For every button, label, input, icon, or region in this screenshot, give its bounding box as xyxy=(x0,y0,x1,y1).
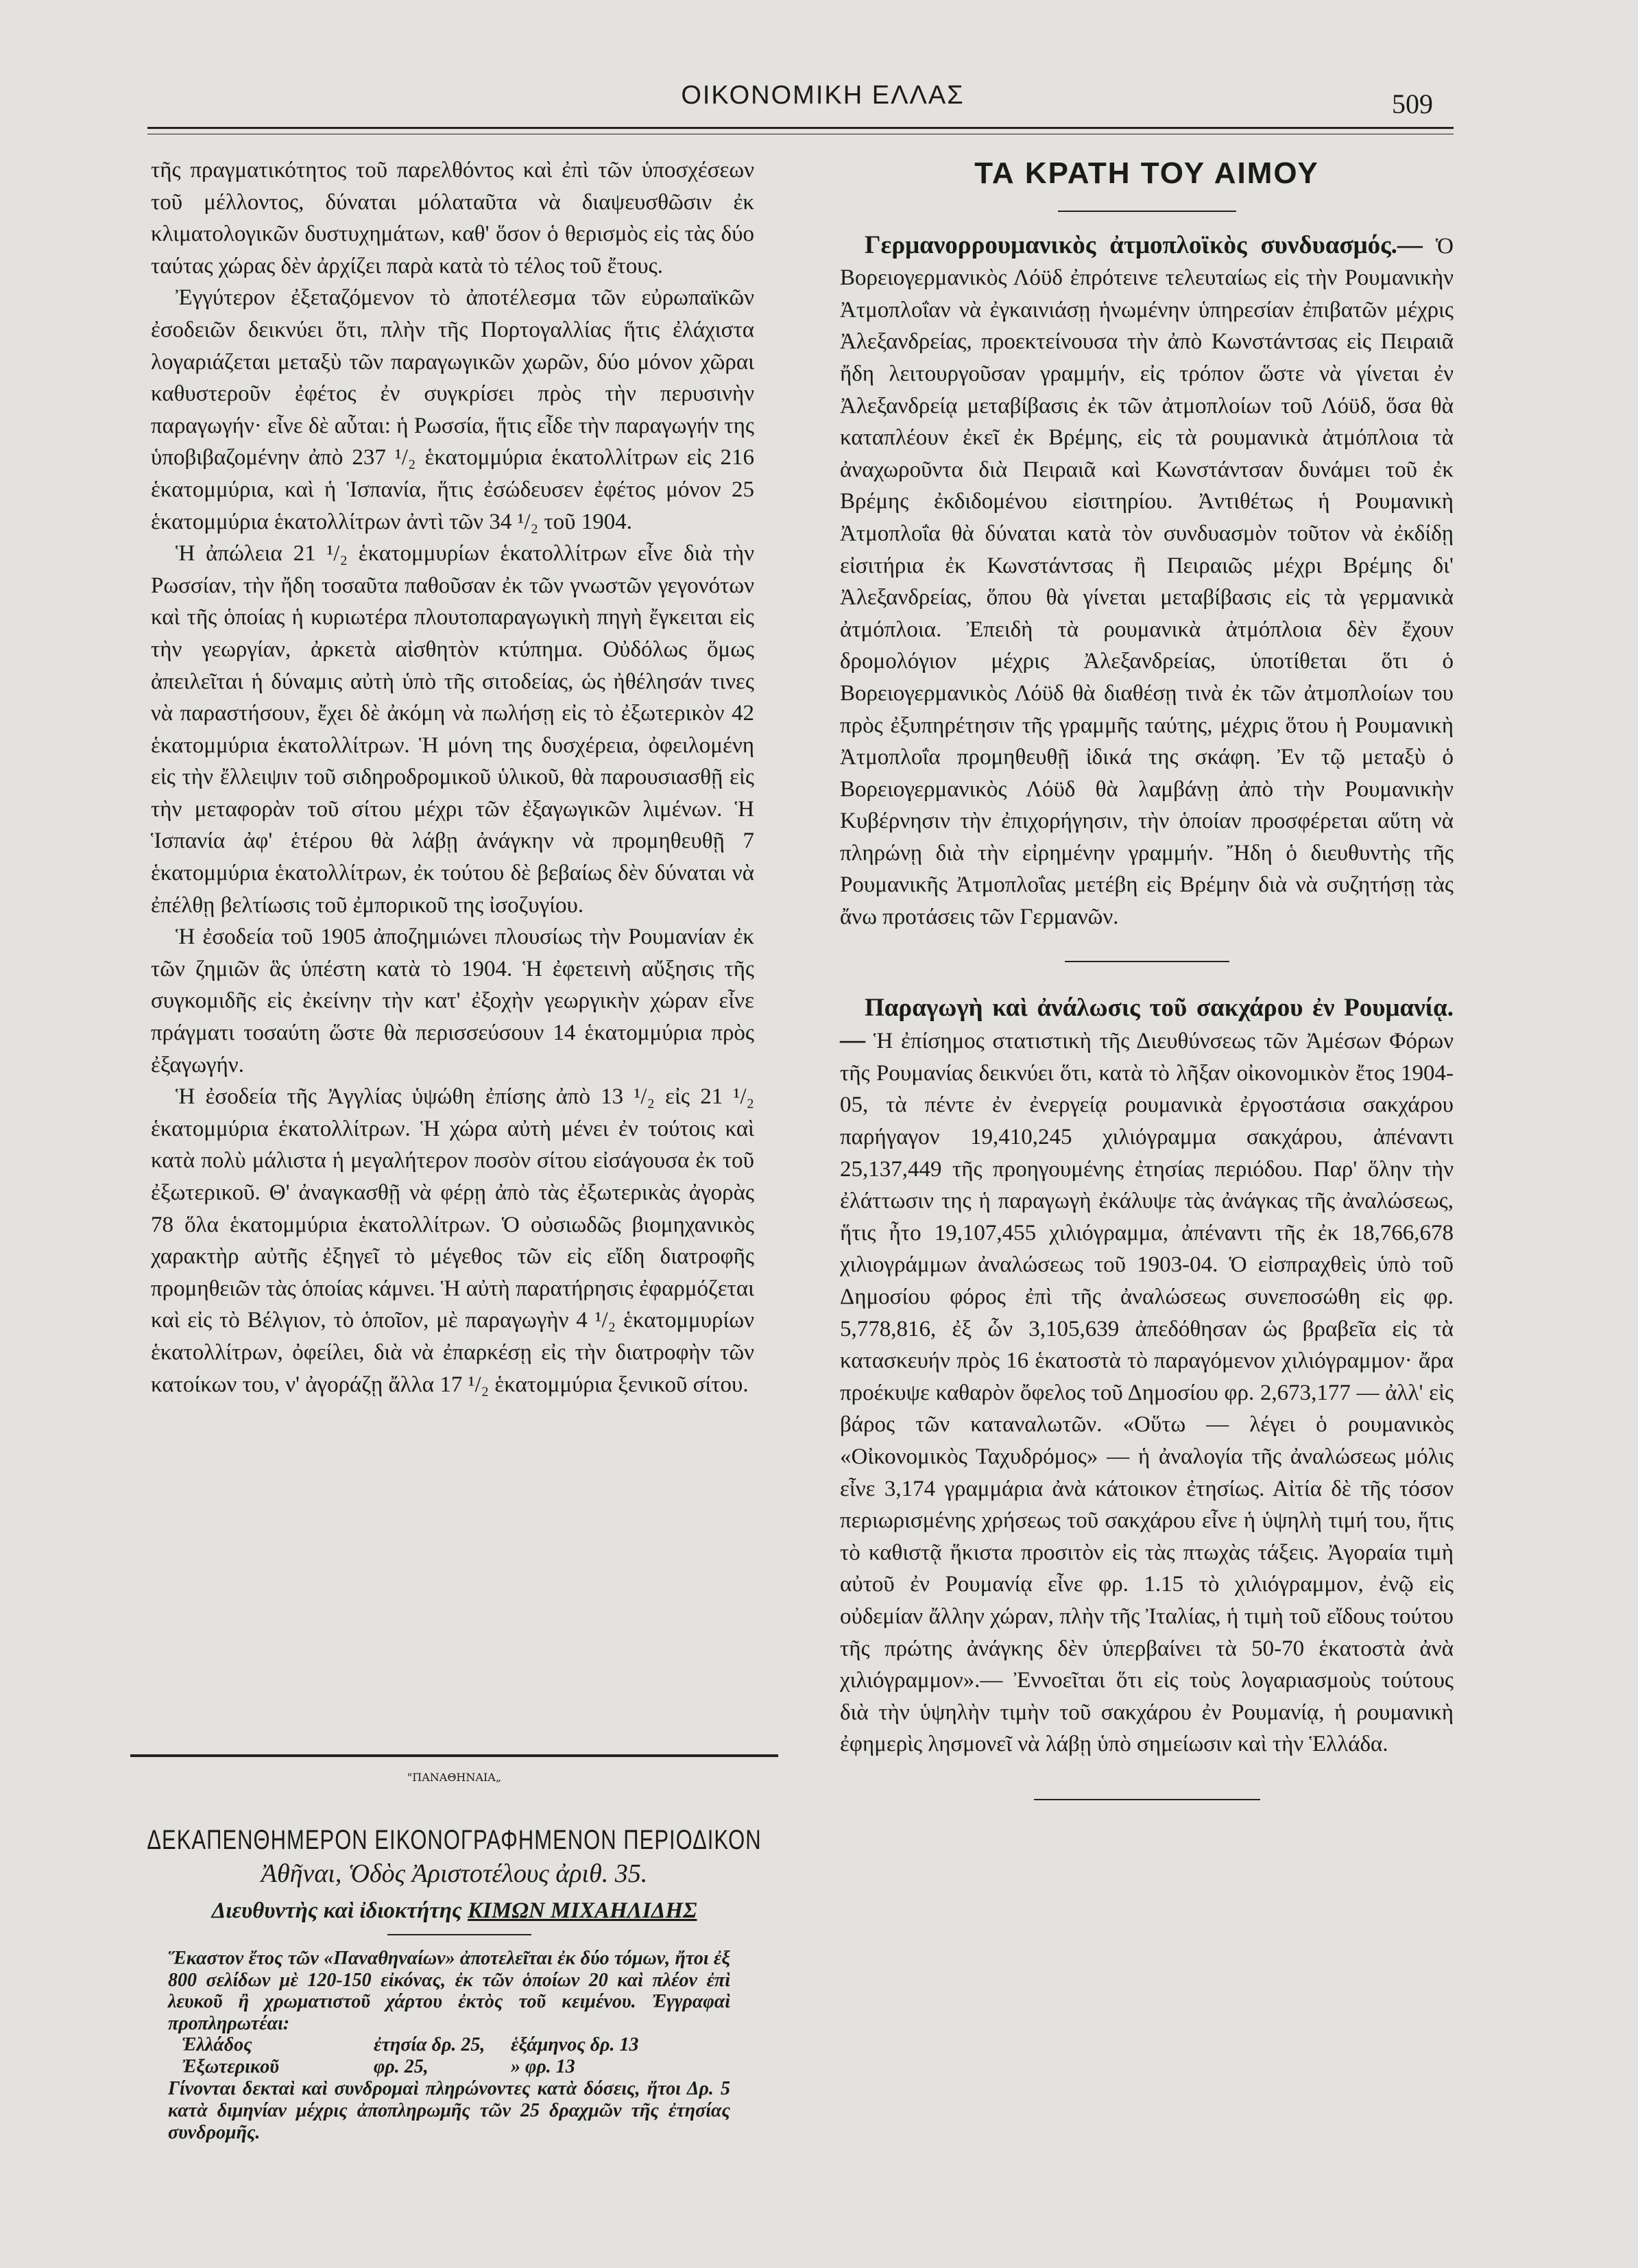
page-number: 509 xyxy=(1392,88,1433,119)
advert-director-name: ΚΙΜΩΝ ΜΙΧΑΗΛΙΔΗΣ xyxy=(468,1898,697,1923)
advert-director-label: Διευθυντὴς καὶ ἰδιοκτήτης xyxy=(211,1898,462,1923)
paragraph: Ἐγγύτερον ἐξεταζόμενον τὸ ἀποτέλεσμα τῶν εὐρωπαϊκῶν ἐσοδειῶν δεικνύει ὅτι, πλὴν τῆς Πορτογαλλίας ἥτις ἐλάχιστα λογαριάζεται μεταξὺ τῶν παραγωγικῶν χωρῶν, δύο μόνον χῶραι καθυστεροῦν ἐφέτος ἐν συγκρίσει πρὸς τὴν περυσινὴν παραγωγήν· εἶνε δὲ αὗται: ἡ Ρωσσία, ἥτις εἶδε τὴν παραγωγήν της ὑποβιβαζομένην ἀπὸ 237 ¹/₂ ἑκατομμύρια ἑκατολλίτρων εἰς 216 ἑκατομμύρια, καὶ ἡ Ἱσπανία, ἥτις ἐσώδευσεν ἐφέτος μόνον 25 ἑκατομμύρια ἑκατολλίτρων ἀντὶ τῶν 34 ¹/₂ τοῦ 1904. xyxy=(151,285,754,534)
advert-divider xyxy=(387,1934,531,1935)
price-region: Ἐξωτερικοῦ xyxy=(182,2056,279,2078)
end-rule xyxy=(1034,1799,1260,1800)
advert-title: "ΠΑΝΑΘΗΝΑΙΑ„ xyxy=(407,1771,502,1784)
advert-terms: Ἕκαστον ἔτος τῶν «Παναθηναίων» ἀποτελεῖται ἐκ δύο τόμων, ἤτοι ἐξ 800 σελίδων μὲ 120-150 εἰκόνας, ἐκ τῶν ὁποίων 20 καὶ πλέον ἐπὶ λευκοῦ ἢ χρωματιστοῦ χάρτου ἐκτὸς τοῦ κειμένου. Ἐγγραφαὶ προπληρωτέαι: xyxy=(168,1948,730,2034)
price-row xyxy=(168,2034,730,2056)
header-rule xyxy=(147,127,1454,129)
price-annual: φρ. 25, xyxy=(374,2056,429,2078)
advert-subtitle-wrap xyxy=(134,1824,775,1856)
advert-address: Ἀθῆναι, Ὁδὸς Ἀριστοτέλους ἀριθ. 35. xyxy=(261,1859,648,1888)
article xyxy=(840,992,1454,1760)
advert-footer: Γίνονται δεκταὶ καὶ συνδρομαὶ πληρώνοντες κατὰ δόσεις, ἤτοι Δρ. 5 κατὰ διμηνίαν μέχρις ἀποπληρωμῆς τῶν 25 δραχμῶν τῆς ἐτησίας συνδρομῆς. xyxy=(168,2078,730,2143)
article-body: Ἡ ἐπίσημος στατιστικὴ τῆς Διευθύνσεως τῶν Ἀμέσων Φόρων τῆς Ρουμανίας δεικνύει ὅτι, κατὰ τὸ λῆξαν οἰκονομικὸν ἔτος 1904-05, τὰ πέντε ἐν ἐνεργείᾳ ρουμανικὰ ἐργοστάσια σακχάρου παρήγαγον 19,410,245 χιλιόγραμμα σακχάρου, ἀπέναντι 25,137,449 τῆς προηγουμένης ἐτησίας περιόδου. Παρ' ὅλην τὴν ἐλάττωσιν της ἡ παραγωγὴ ἐκάλυψε τὰς ἀνάγκας τῆς ἀναλώσεως, ἥτις ἦτο 19,107,455 χιλιόγραμμα, ἀπέναντι τῆς ἐκ 18,766,678 χιλιογράμμων ἀναλώσεως τοῦ 1903-04. Ὁ εἰσπραχθεὶς ὑπὸ τοῦ Δημοσίου φόρος ἐπὶ τῆς ἀναλώσεως συνεποσώθη εἰς φρ. 5,778,816, ἐξ ὧν 3,105,639 ἀπεδόθησαν ὡς βραβεῖα εἰς τὰ κατασκευήν πρὸς 16 ἑκατοστὰ τὸ παραγόμενον χιλιόγραμμον· ἄρα προέκυψε καθαρὸν ὄφελος τοῦ Δημοσίου φρ. 2,673,177 — ἀλλ' εἰς βάρος τῶν καταναλωτῶν. «Οὕτω — λέγει ὁ ρουμανικὸς «Οἰκονομικὸς Ταχυδρόμος» — ἡ ἀναλογία τῆς ἀναλώσεως μόλις εἶνε 3,174 γραμμάρια ἀνὰ κάτοικον ἐτησίως. Αἰτία δὲ τῆς τόσον περιωρισμένης χρήσεως τοῦ σακχάρου εἶνε ἡ ὑψηλὴ τιμή του, ἥτις τὸ καθιστᾷ ἥκιστα προσιτὸν εἰς τὰς πτωχὰς τάξεις. Ἀγοραία τιμὴ αὐτοῦ ἐν Ρουμανίᾳ εἶνε φρ. 1.15 τὸ χιλιόγραμμον, ἐνῷ εἰς οὐδεμίαν ἄλλην χώραν, πλὴν τῆς Ἰταλίας, ἡ τιμὴ τοῦ εἴδους τούτου τῆς πρώτης ἀνάγκης δὲν ὑπερβαίνει τὰ 50-70 ἑκατοστὰ ἀνὰ χιλιόγραμμον».— Ἐννοεῖται ὅτι εἰς τοὺς λογαριασμοὺς τούτους διὰ τὴν ὑψηλὴν τιμὴν τοῦ σακχάρου ἐν Ρουμανίᾳ, ἡ ρουμανικὴ ἐφημερὶς λησμονεῖ νὰ λάβῃ ὑπὸ σημείωσιν καὶ τὴν Ἑλλάδα. xyxy=(840,1029,1454,1757)
price-region: Ἑλλάδος xyxy=(182,2034,252,2056)
advert-subtitle: ΔΕΚΑΠΕΝΘΗΜΕΡΟΝ ΕΙΚΟΝΟΓΡΑΦΗΜΕΝΟΝ ΠΕΡΙΟΔΙΚΟΝ xyxy=(147,1824,762,1856)
right-column xyxy=(840,152,1454,1800)
price-annual: ἐτησία δρ. 25, xyxy=(374,2034,485,2056)
advert-top-rule xyxy=(130,1754,778,1757)
price-row xyxy=(168,2056,730,2078)
price-semi: ἑξάμηνος δρ. 13 xyxy=(511,2034,639,2056)
paragraph: Ἡ ἐσοδεία τοῦ 1905 ἀποζημιώνει πλουσίως τὴν Ρουμανίαν ἐκ τῶν ζημιῶν ἃς ὑπέστη κατὰ τὸ 1904. Ἡ ἐφετεινὴ αὔξησις τῆς συγκομιδῆς εἰς ἐκείνην τὴν κατ' ἐξοχὴν γεωργικὴν χώραν εἶνε πράγματι τοσαύτη ὥστε θὰ περισσεύσουν 14 ἑκατομμύρια πρὸς ἐξαγωγήν. xyxy=(151,924,754,1077)
paragraph: τῆς πραγματικότητος τοῦ παρελθόντος καὶ ἐπὶ τῶν ὑποσχέσεων τοῦ μέλλοντος, δύναται μόλαταῦτα νὰ διαψευσθῶσιν ἐκ κλιματολογικῶν δυστυχημάτων, καθ' ὅσον ὁ θερισμὸς εἰς τὰς δύο ταύτας χώρας δὲν ἀρχίζει παρὰ κατὰ τὸ τέλος τοῦ ἔτους. xyxy=(151,158,754,278)
paragraph: Ἡ ἐσοδεία τῆς Ἀγγλίας ὑψώθη ἐπίσης ἀπὸ 13 ¹/₂ εἰς 21 ¹/₂ ἑκατομμύρια ἑκατολλίτρων. Ἡ χώρα αὐτὴ μένει ἐν τούτοις καὶ κατὰ πολὺ μάλιστα ἡ μεγαλήτερον ποσὸν σίτου εἰσάγουσα ἐκ τοῦ ἐξωτερικοῦ. Θ' ἀναγκασθῇ νὰ φέρῃ ἀπὸ τὰς ἐξωτερικὰς ἀγορὰς 78 ὅλα ἑκατομμύρια ἑκατολλίτρων. Ὁ οὐσιωδῶς βιομηχανικὸς χαρακτὴρ αὐτῆς ἐξηγεῖ τὸ μέγεθος τῶν εἰς εἴδη διατροφῆς προμηθειῶν τὰς ὁποίας κάμνει. Ἡ αὐτὴ παρατήρησις ἐφαρμόζεται καὶ εἰς τὸ Βέλγιον, τὸ ὁποῖον, μὲ παραγωγὴν 4 ¹/₂ ἑκατομμυρίων ἑκατολλίτρων, ὀφείλει, διὰ νὰ ἐπαρκέσῃ εἰς τὴν διατροφὴν τῶν κατοίκων του, ν' ἀγοράζῃ ἄλλα 17 ¹/₂ ἑκατομμύρια ξενικοῦ σίτου. xyxy=(151,1084,754,1397)
advert-director-wrap xyxy=(134,1898,775,1924)
advert-address-wrap xyxy=(134,1859,775,1889)
section-title-rule xyxy=(1058,211,1236,212)
advert-body xyxy=(168,1948,730,2143)
paragraph: Ἡ ἀπώλεια 21 ¹/₂ ἑκατομμυρίων ἑκατολλίτρων εἶνε διὰ τὴν Ρωσσίαν, τὴν ἤδη τοσαῦτα παθοῦσαν ἐκ τῶν γνωστῶν γεγονότων καὶ τῆς ὁποίας ἡ κυριωτέρα πλουτοπαραγωγικὴ πηγὴ ἔγκειται εἰς τὴν γεωργίαν, ἀρκετὰ αἰσθητὸν κτύπημα. Οὐδόλως ὅμως ἀπειλεῖται ἡ δύναμις αὐτὴ ὑπὸ τῆς σιτοδείας, ὡς ἠθέλησάν τινες νὰ παραστήσουν, ἔχει δὲ ἀκόμη νὰ πωλήσῃ εἰς τὸ ἐξωτερικὸν 42 ἑκατομμύρια ἑκατολλίτρων. Ἡ μόνη της δυσχέρεια, ὀφειλομένη εἰς τὴν ἔλλειψιν τοῦ σιδηροδρομικοῦ ὑλικοῦ, θὰ παρουσιασθῇ εἰς τὴν μεταφορὰν τοῦ σίτου μέχρι τῶν ἐξαγωγικῶν λιμένων. Ἡ Ἱσπανία ἀφ' ἑτέρου θὰ λάβῃ ἀνάγκην νὰ προμηθευθῇ 7 ἑκατομμύρια ἑκατολλίτρων, ἐκ τούτου δὲ βεβαίως δὲν δύναται νὰ ἐπέλθῃ βελτίωσις τοῦ ἐμπορικοῦ της ἰσοζυγίου. xyxy=(151,541,754,918)
running-head: ΟΙΚΟΝΟΜΙΚΗ ΕΛΛΑΣ xyxy=(681,81,965,110)
price-semi: » φρ. 13 xyxy=(511,2056,575,2078)
left-column xyxy=(151,154,754,1400)
article-body: Ὁ Βορειογερμανικὸς Λόϋδ ἐπρότεινε τελευταίως εἰς τὴν Ρουμανικὴν Ἀτμοπλοΐαν νὰ ἐγκαινιάσῃ ἡνωμένην ὑπηρεσίαν ἐπιβατῶν μέχρις Ἀλεξανδρείας, προεκτείνουσα τὴν ἀπὸ Κωνστάντσας εἰς Πειραιᾶ ἤδη λειτουργοῦσαν γραμμήν, εἰς τρόπον ὥστε νὰ γίνεται ἐν Ἀλεξανδρείᾳ μεταβίβασις ἐκ τῶν ἀτμοπλοίων τοῦ Λόϋδ, ὅσα θὰ καταπλέουν ἐκεῖ ἐκ Βρέμης, εἰς τὰ ρουμανικὰ ἀτμόπλοια τὰ ἀναχωροῦντα διὰ Πειραιᾶ καὶ Κωνστάντσαν δυνάμει τοῦ ἐκ Βρέμης ἐκδιδομένου εἰσιτηρίου. Ἀντιθέτως ἡ Ρουμανικὴ Ἀτμοπλοΐα θὰ δύναται κατὰ τὸν συνδυασμὸν τοῦτον νὰ ἐκδίδῃ εἰσιτήρια ἐκ Κωνστάντσας ἢ Πειραιῶς μέχρι Βρέμης δι' Ἀλεξανδρείας, ὅπου θὰ γίνεται μεταβίβασις εἰς τὰ γερμανικὰ ἀτμόπλοια. Ἐπειδὴ τὰ ρουμανικὰ ἀτμόπλοια δὲν ἔχουν δρομολόγιον μέχρις Ἀλεξανδρείας, ὑποτίθεται ὅτι ὁ Βορειογερμανικὸς Λόϋδ θὰ διαθέσῃ τινὰ ἐκ τῶν ἀτμοπλοίων του πρὸς ἐξυπηρέτησιν τῆς γραμμῆς ταύτης, μέχρις ὅτου ἡ Ρουμανικὴ Ἀτμοπλοΐα προμηθευθῇ ἰδικά της σκάφη. Ἐν τῷ μεταξὺ ὁ Βορειογερμανικὸς Λόϋδ θὰ λαμβάνῃ ἀπὸ τὴν Ρουμανικὴν Κυβέρνησιν τὴν ἐπιχορήγησιν, τὴν ὁποίαν προσφέρεται αὕτη νὰ πληρώνῃ διὰ τὴν εἰρημένην γραμμήν. Ἤδη ὁ διευθυντὴς τῆς Ρουμανικῆς Ἀτμοπλοΐας μετέβη εἰς Βρέμην διὰ νὰ συζητήσῃ τὰς ἄνω προτάσεις τῶν Γερμανῶν. xyxy=(840,233,1454,930)
article-heading: Γερμανορρουμανικὸς ἀτμοπλοϊκὸς συνδυασμός.— xyxy=(865,230,1423,259)
article-heading: Παραγωγὴ καὶ ἀνάλωσις τοῦ σακχάρου ἐν Ρουμανίᾳ.— xyxy=(840,993,1454,1055)
advert-director xyxy=(134,1898,775,1924)
article-divider xyxy=(1065,961,1229,962)
section-title: ΤΑ ΚΡΑΤΗ ΤΟΥ ΑΙΜΟΥ xyxy=(974,156,1319,190)
article xyxy=(840,230,1454,933)
